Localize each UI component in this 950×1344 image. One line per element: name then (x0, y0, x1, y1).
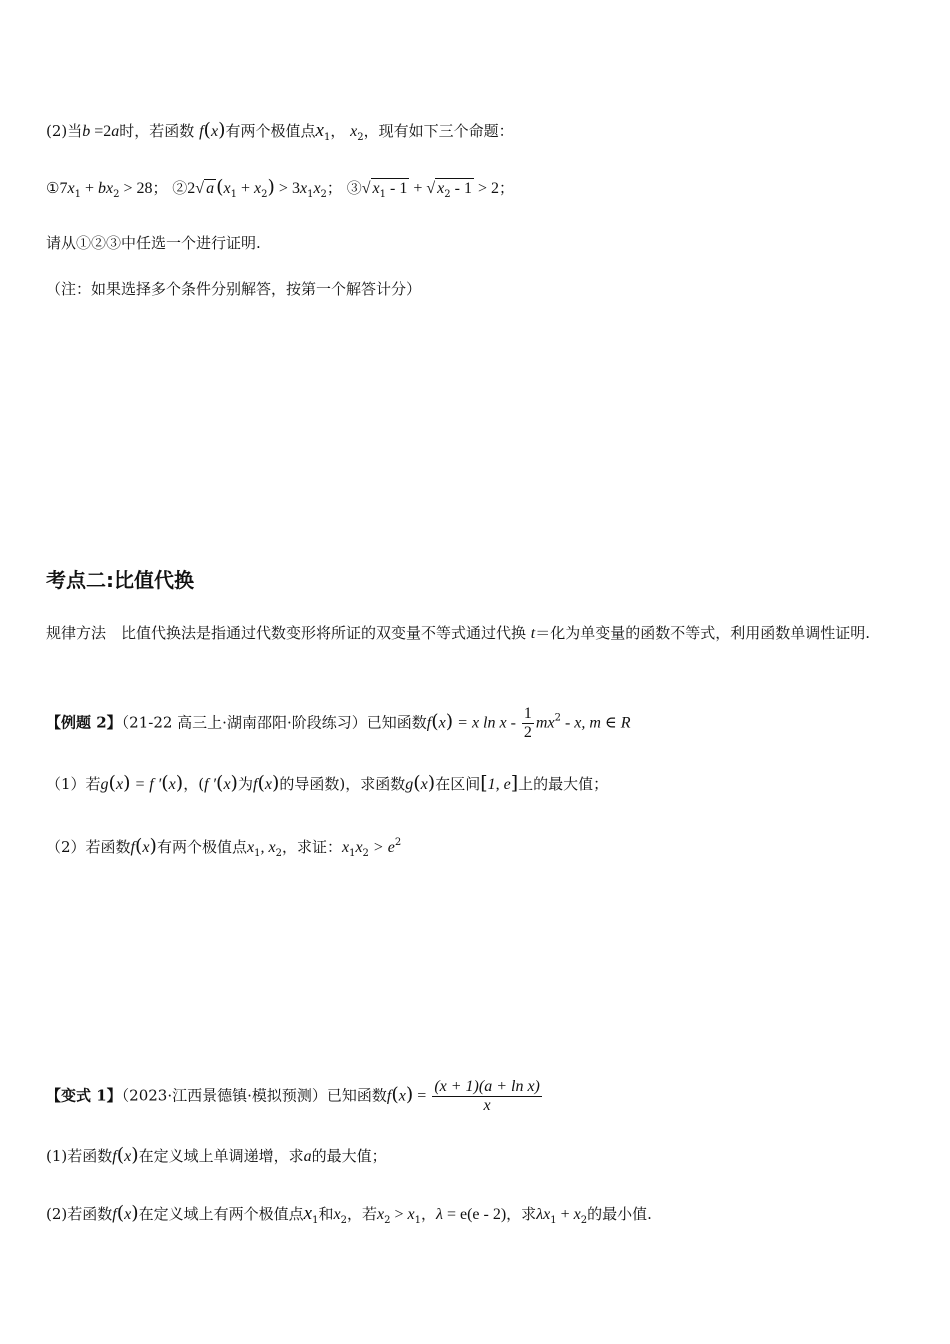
math-x1: x (315, 120, 324, 141)
math: x (398, 1087, 406, 1105)
math: > 28 (119, 180, 153, 197)
math: x (299, 180, 308, 197)
subscript: 2 (275, 848, 282, 859)
interval: 1, e (487, 776, 511, 793)
subscript: 2 (444, 189, 451, 200)
text: 和 (318, 1205, 334, 1223)
math: f (386, 1087, 392, 1105)
source-text: （2023·江西景德镇·模拟预测）已知函数 (121, 1086, 387, 1105)
propositions-line: $①7x_1 + bx_2 > 28$； ②2√ a $(x_1 + x_2) > 3x_1x_2$； ③√ $x_1 - 1$ + √ $x_2 - 1 > 2$； (46, 176, 514, 200)
math: x (341, 839, 350, 856)
math: = f ′ (130, 776, 162, 793)
text: 有两个极值点 (156, 838, 247, 856)
math: f (426, 714, 432, 732)
math-x2: x (350, 123, 358, 140)
math: x (246, 839, 255, 856)
math: + (236, 180, 255, 197)
example2-line: 【例题 2】（21-22 高三上·湖南邵阳·阶段练习）已知函数f(x) = x ln x - $\frac{1}{2}$ $mx^2$ - x, m ∈ R (46, 705, 631, 741)
math: > (390, 1206, 408, 1223)
math: x (142, 839, 150, 856)
math: = x ln x - (453, 714, 520, 732)
text: 上的最大值； (518, 775, 609, 793)
text: (2)若函数 (46, 1205, 113, 1223)
math: x (303, 1203, 313, 1224)
text: 的最大值； (311, 1147, 387, 1165)
method-label: 规律方法 (46, 624, 107, 642)
source-text: （21-22 高三上·湖南邵阳·阶段练习）已知函数 (121, 713, 427, 732)
math: - 1 (450, 180, 472, 197)
subscript: 1 (323, 132, 331, 143)
math: x (407, 1206, 415, 1223)
v1-q1-line: (1)若函数f(x)在定义域上单调递增，求a的最大值； (46, 1144, 387, 1166)
math: > e (368, 839, 395, 856)
subscript: 2 (340, 1215, 347, 1226)
math: x (313, 180, 321, 197)
math: f (252, 776, 258, 793)
text: 在区间 (435, 775, 481, 793)
math: + (409, 180, 427, 197)
math: > 3 (274, 180, 300, 197)
math: > 2 (473, 180, 499, 197)
math: g (405, 776, 414, 793)
math: 2 (187, 180, 196, 197)
math-f: f (199, 123, 204, 140)
text: 在定义域上单调递增，求 (138, 1147, 304, 1165)
text: 为 (237, 775, 253, 793)
math-t: t (530, 625, 536, 642)
subscript: 1 (230, 189, 237, 200)
math: , (260, 839, 269, 856)
math: x (223, 776, 231, 793)
fraction-fx: $\frac{\text{(x + 1)(a + ln x)}}{x}$ (434, 1078, 540, 1114)
math: x (268, 839, 276, 856)
text: 的最小值. (587, 1205, 652, 1223)
math: + (80, 180, 98, 197)
math: x (254, 180, 262, 197)
math: f (112, 1148, 117, 1165)
text: ，求证： (281, 838, 342, 856)
subscript: 2 (320, 189, 327, 200)
math: x (67, 180, 75, 197)
math: x (124, 1206, 132, 1223)
text: (2)当 (46, 122, 83, 140)
text: ，现有如下三个命题： (363, 122, 514, 140)
example-label: 【例题 2】 (46, 713, 122, 732)
subscript: 2 (384, 1215, 391, 1226)
subscript: 2 (362, 848, 369, 859)
subscript: 2 (357, 132, 364, 143)
math: mx (535, 714, 555, 732)
text: ，( (183, 775, 205, 793)
math: x (333, 1206, 341, 1223)
text: ， (330, 122, 346, 140)
text: （1）若 (46, 775, 101, 793)
text: ，若 (346, 1205, 377, 1223)
subscript: 1 (312, 1215, 319, 1226)
subscript: 2 (113, 189, 120, 200)
math: λx (536, 1206, 551, 1223)
superscript: 2 (554, 712, 561, 724)
sqrt-a: a (206, 180, 215, 197)
subscript: 1 (254, 848, 261, 859)
math-b: b (82, 123, 91, 140)
math: (e - 2) (467, 1206, 507, 1223)
part2-line: (2)当b =2a时，若函数 f(x)有两个极值点$x_1$， $x_2$，现有如下三个命题： (46, 119, 514, 143)
math: x (115, 776, 124, 793)
math: x (355, 839, 363, 856)
text: 在定义域上有两个极值点 (138, 1205, 304, 1223)
subscript: 2 (261, 189, 268, 200)
text: 有两个极值点 (225, 122, 316, 140)
method-paragraph (46, 618, 908, 649)
text: 比值代换法是指通过代数变形将所证的双变量不等式通过代换 (106, 624, 531, 642)
text: ； (498, 179, 514, 197)
math: 7 (59, 180, 68, 197)
text: ，求 (506, 1205, 537, 1223)
text: （2）若函数 (46, 838, 131, 856)
math: f (130, 839, 135, 856)
text: 的导函数)，求函数 (279, 775, 406, 793)
text: ； (152, 179, 168, 197)
math: + (556, 1206, 574, 1223)
subscript: 1 (349, 848, 356, 859)
text: ； (326, 179, 342, 197)
circled-2: ② (172, 179, 188, 197)
subscript: 1 (379, 189, 386, 200)
math: x (124, 1148, 132, 1165)
choose-text: 请从①②③中任选一个进行证明. (46, 234, 261, 252)
ex2-q2-line: （2）若函数f(x)有两个极值点$x_1$, $x_2$，求证：$x_1x_2 > e^2$ (46, 835, 402, 859)
text: (1)若函数 (46, 1147, 113, 1165)
math: x (372, 180, 380, 197)
circled-1: ① (46, 179, 60, 197)
math: a (303, 1148, 312, 1165)
subscript: 1 (307, 189, 314, 200)
variant-label: 【变式 1】 (46, 1086, 122, 1105)
math: λ (436, 1206, 443, 1223)
superscript: 2 (394, 837, 402, 848)
math-eq: =2 (90, 123, 112, 140)
variant1-line: 【变式 1】（2023·江西景德镇·模拟预测）已知函数f(x) = $\frac{\text{(x + 1)(a + ln x)}}{x}$ (46, 1078, 540, 1114)
math-a: a (111, 123, 120, 140)
math: f (112, 1206, 117, 1223)
text: ＝化为单变量的函数不等式，利用函数单调性证明. (535, 624, 871, 642)
math: x (573, 1206, 581, 1223)
text: 时，若函数 (119, 122, 195, 140)
math-x: x (210, 123, 219, 140)
subscript: 2 (580, 1215, 588, 1226)
math: x (438, 714, 446, 732)
subscript: 1 (550, 1215, 557, 1226)
subscript: 1 (414, 1215, 421, 1226)
math: = e (442, 1206, 468, 1223)
math: = (413, 1087, 431, 1105)
math: x (223, 180, 231, 197)
math: f (204, 776, 209, 793)
section-heading: 考点二:比值代换 (46, 568, 194, 592)
fraction-half: $\frac{1}{2}$ (523, 705, 532, 741)
text: ， (421, 1205, 437, 1223)
math: x (264, 776, 272, 793)
math: x (437, 180, 445, 197)
subscript: 1 (74, 189, 81, 200)
math: ′ (208, 776, 217, 793)
ex2-q1-line: （1）若g(x) = f ′(x)，(f ′(x)为f(x)的导函数)，求函数g(x)在区间[1, e]上的最大值； (46, 772, 609, 794)
circled-3: ③ (346, 179, 362, 197)
math: bx (97, 180, 114, 197)
math: x (420, 776, 428, 793)
math: x (168, 776, 176, 793)
math: - 1 (386, 180, 408, 197)
note-text: （注：如果选择多个条件分别解答，按第一个解答计分） (46, 280, 422, 298)
v1-q2-line: (2)若函数f(x)在定义域上有两个极值点$x_1$和$x_2$，若$x_2 > x_1$，λ = e(e - 2)，求$\lambda x_1 + x_2$的最小值. (46, 1202, 652, 1226)
math: - x, m ∈ R (560, 714, 631, 732)
math: x (377, 1206, 385, 1223)
math: g (100, 776, 109, 793)
